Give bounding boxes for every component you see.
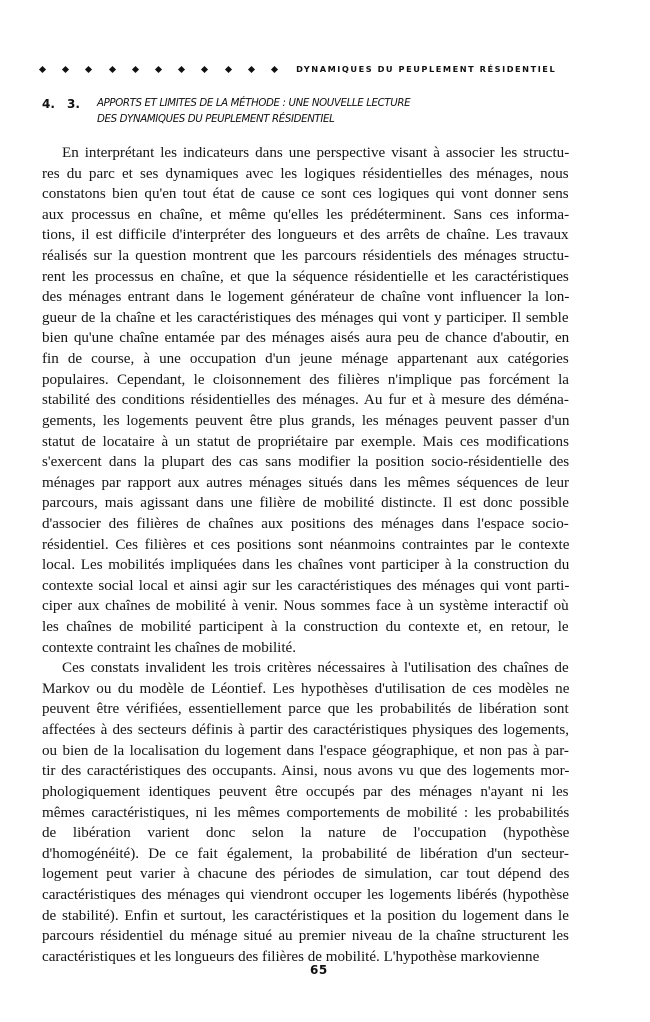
- running-header: [40, 61, 570, 77]
- text-line: ciper aux chaînes de mobilité à venir. Nous sommes face à un système interactif où: [42, 598, 569, 615]
- text-line: populaires. Cependant, le cloisonnement des filières n'implique pas forcément la: [42, 371, 569, 388]
- text-line: résidentiel. Ces filières et ces positions sont néanmoins contraintes par le contexte: [42, 536, 570, 553]
- text-line: aux processus en chaîne, et même qu'elles les prédéterminent. Sans ces informa-: [42, 206, 570, 223]
- text-line: contexte contraint les chaînes de mobilité.: [42, 639, 296, 656]
- text-line: tions, il est difficile d'interpréter des longueurs et des arrêts de chaîne. Les travaux: [42, 227, 569, 244]
- running-header-title: DYNAMIQUES DU PEUPLEMENT RÉSIDENTIEL: [296, 64, 557, 74]
- text-line: res du parc et ses dynamiques avec les logiques résidentielles des ménages, nous: [42, 165, 569, 182]
- ornament-row: [40, 67, 295, 72]
- text-line: fin de course, à une occupation d'un jeune ménage appartenant aux catégories: [42, 351, 569, 368]
- section-title-line: DES DYNAMIQUES DU PEUPLEMENT RÉSIDENTIEL: [97, 114, 335, 125]
- body-text: [42, 143, 569, 967]
- text-line: bien qu'une chaîne entamée par des ménages aisés aura peu de chance d'aboutir, en: [42, 330, 570, 347]
- text-line: phologiquement identiques peuvent être occupés par des ménages n'ayant ni les: [42, 783, 569, 800]
- text-line: rent les processus en chaîne, et que la séquence résidentielle et les caractéristiques: [42, 268, 569, 285]
- text-line: ou bien de la localisation du logement dans l'espace géographique, et non pas à par-: [42, 742, 569, 759]
- diamond-ornament-icon: [271, 65, 278, 72]
- text-line: réalisés sur la question montrent que les parcours résidentiels des ménages structu-: [42, 248, 570, 265]
- text-line: tir des caractéristiques des occupants. Ainsi, nous avons vu que des logements mor-: [42, 763, 570, 780]
- text-line: s'exercent dans la plupart des cas sans modifier la position socio-résidentielle des: [42, 454, 570, 471]
- text-line: logement peut varier à chacune des périodes de simulation, car tout dépend des: [42, 866, 570, 883]
- text-line: statut de locataire à un statut de propriétaire par exemple. Mais ces modifications: [42, 433, 569, 450]
- text-line: d'associer des filières de chaînes aux positions des ménages dans l'espace socio-: [42, 515, 569, 532]
- text-line: mêmes caractéristiques, ni les mêmes comportements de mobilité : les probabilités: [42, 804, 570, 821]
- page-number: 65: [310, 963, 328, 977]
- text-line: de stabilité). Enfin et surtout, les caractéristiques et la position du logement dans le: [42, 907, 569, 924]
- diamond-ornament-icon: [201, 65, 208, 72]
- text-line: contexte social local et ainsi agir sur les caractéristiques des ménages qui vont parti-: [42, 577, 570, 594]
- text-line: En interprétant les indicateurs dans une perspective visant à associer les structu-: [62, 145, 570, 161]
- text-line: constatons bien qu'en tout état de cause ce sont ces logiques qui vont donner sens: [42, 186, 569, 203]
- paragraph: [42, 143, 569, 658]
- text-line: ménages par rapport aux autres ménages situés dans les mêmes séquences de leur: [42, 474, 570, 491]
- text-line: de libération varient donc selon la nature de l'occupation (hypothèse: [42, 825, 570, 842]
- text-line: gueur de la chaîne et les caractéristiques des ménages qui vont y participer. Il semble: [42, 309, 569, 326]
- text-line: caractéristiques des ménages qui viendront occuper les logements libérés (hypothèse: [42, 886, 569, 903]
- text-line: Ces constats invalident les trois critères nécessaires à l'utilisation des chaînes de: [62, 660, 569, 677]
- section-title-line: APPORTS ET LIMITES DE LA MÉTHODE : UNE NOUVELLE LECTURE: [97, 98, 411, 109]
- text-line: parcours résidentiel du ménage situé au premier niveau de la chaîne structurent les: [42, 928, 569, 945]
- section-title: [97, 96, 410, 128]
- text-line: des ménages entrant dans le logement générateur de chaîne vont influencer la lon-: [42, 289, 570, 306]
- diamond-ornament-icon: [62, 65, 69, 72]
- text-line: stabilité des conditions résidentielles des ménages. Au fur et à mesure des déména-: [42, 392, 569, 409]
- text-line: Markov ou du modèle de Léontief. Les hypothèses d'utilisation de ces modèles ne: [42, 680, 570, 697]
- section-number: 3.: [67, 97, 80, 111]
- text-line: peuvent être vérifiées, essentiellement parce que les probabilités de libération sont: [42, 701, 569, 718]
- diamond-ornament-icon: [248, 65, 255, 72]
- text-line: caractéristiques et les longueurs des filières de mobilité. L'hypothèse markovienne: [42, 948, 540, 965]
- text-line: local. Les mobilités impliquées dans les chaînes vont participer à la construction du: [42, 557, 570, 574]
- chapter-number: 4.: [42, 97, 55, 111]
- diamond-ornament-icon: [85, 65, 92, 72]
- text-line: d'homogénéité). De ce fait également, la probabilité de libération d'un secteur-: [42, 845, 569, 862]
- diamond-ornament-icon: [178, 65, 185, 72]
- text-line: gements, les logements peuvent être plus grands, les ménages peuvent passer d'un: [42, 412, 570, 429]
- text-line: parcours, mais agissant dans une filière de mobilité distincte. Il est donc possible: [42, 495, 569, 512]
- diamond-ornament-icon: [109, 65, 116, 72]
- paragraph: [42, 658, 569, 967]
- diamond-ornament-icon: [132, 65, 139, 72]
- diamond-ornament-icon: [155, 65, 162, 72]
- diamond-ornament-icon: [224, 65, 231, 72]
- text-line: les chaînes de mobilité participent à la construction du contexte et, en retour, le: [42, 619, 569, 636]
- diamond-ornament-icon: [39, 65, 46, 72]
- text-line: affectées à des secteurs définis à partir des caractéristiques physiques des logements,: [42, 722, 570, 739]
